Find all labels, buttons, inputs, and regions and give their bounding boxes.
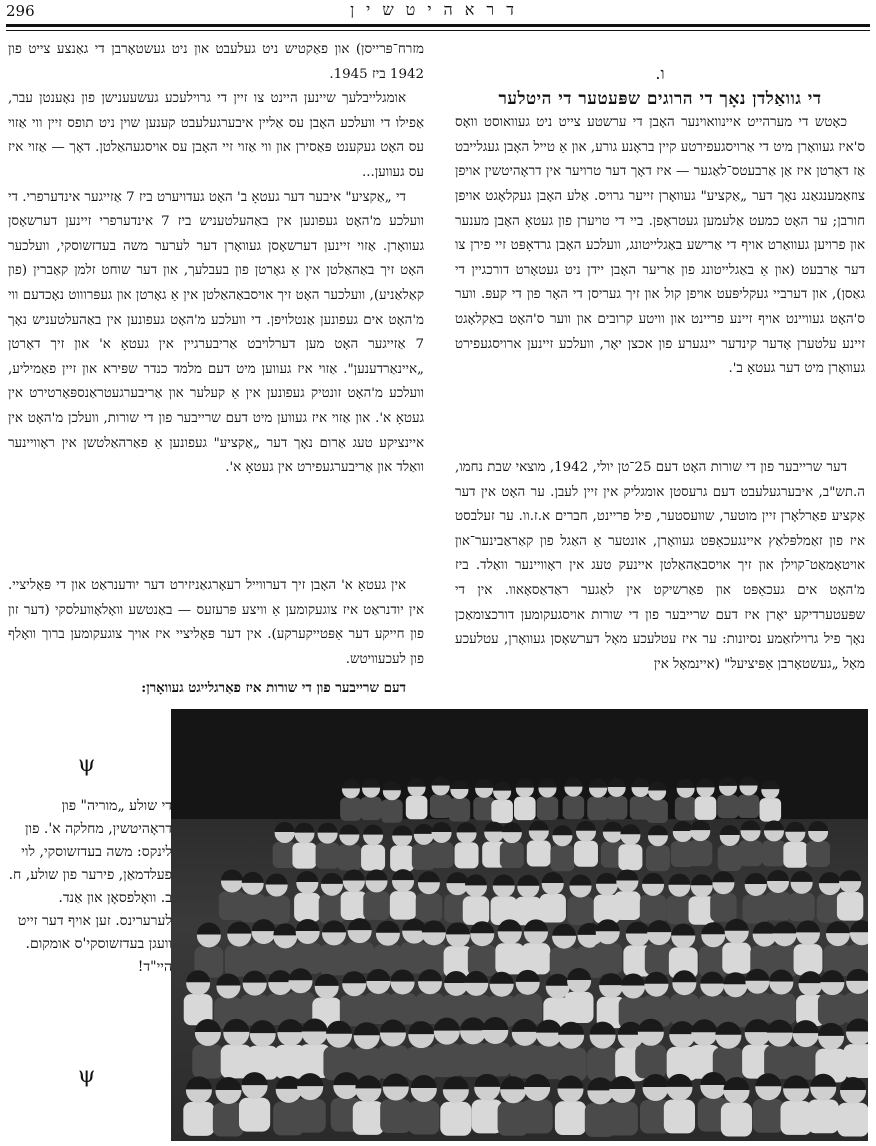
person-body (522, 943, 551, 974)
person-body (550, 845, 574, 871)
person-body (753, 1099, 784, 1133)
person-body (808, 1099, 839, 1133)
person-body (806, 841, 830, 867)
person-body (192, 1045, 223, 1079)
person-body (390, 891, 416, 920)
person-body (794, 944, 823, 975)
person-body (286, 992, 315, 1023)
running-title: דראהיטשין (350, 0, 526, 19)
person-body (765, 892, 791, 921)
person-body (500, 842, 524, 868)
paragraph: אין געטאָ א' האָבן זיך דערווייל רעאָרגאַניזירט דער יודענראַט און די פּאָליציי. אין יודנראַט איז צוגעקומען אַ וויצע פּרעזעס — באַנטשע וואָלאָוועלסקי (דער זון פון חייקע דער אַפּטייקערקע). אין דער פּאָליציי איז אויך צוגעקומען ברוך וואָלף פון לעכעוויטש. (8, 578, 424, 667)
person-body (781, 1101, 812, 1135)
person-body (292, 843, 316, 869)
person-body (574, 841, 598, 867)
person-body (670, 994, 699, 1025)
person-body (320, 944, 349, 975)
photo-illustration (171, 709, 868, 1141)
person-body (721, 1103, 752, 1137)
header-rule-thick (6, 24, 870, 27)
paragraph: מזרח־פּרייסן) און פאַקטיש ניט געלעבט און ניט געשטאָרבן די גאַנצע צייט פון 1942 ביז 1945. (8, 42, 424, 82)
person-body (646, 800, 668, 823)
person-body (587, 797, 609, 820)
paragraph: דעם שרייבער פון די שורות איז פאַרגלייגט געוואָרן: (141, 680, 406, 696)
person-body (818, 994, 847, 1025)
photo-caption: די שולע „מוריה" פון דראָהיטשין, מחלקה א'. פון לינקס: משה בעדזשוסקי, לוי פעלדמאַן, פירער פון שולע, ח. ב. וואָלפסאָן און אַנד. לערערינס. זען אויף דער זייט וועגן בעדזשוסקי'ס אומקום. היי"ד! (8, 798, 172, 975)
person-body (295, 1099, 326, 1133)
left-column-bottom (8, 574, 424, 672)
person-body (480, 1043, 511, 1077)
person-body (640, 895, 666, 924)
header-rule-thin (6, 30, 870, 31)
person-body (618, 844, 642, 870)
person-body (294, 893, 320, 922)
person-body (440, 1102, 471, 1136)
person-body (718, 845, 742, 871)
paragraph: די „אַקציע" איבער דער געטאָ ב' האָט געדויערט ביז 7 אַזייגער אינדערפרי. די וועלכע מ'האָט געפונען אין באַהעלטעניש ביז 7 אינדערפרי זיינען דערשאָסן געוואָרן. אַזוי זיינען דערשאָסן געוואָרן דער לערער משה בעדזשוסקי, וועלכער האָט זיך באַהאַלטן אין אַ גאָרטן פון בעבלעך, און דער שוחט זלמן קאַברין (פון קאַלאַניע), וועלכער האָט זיך אויסבאַהאַלטן אין אַ גאָרטן און געפּרוווט נאָכדעם ווי מ'האָט אים געפונען אַנטלויפן. די וועלכע מ'האָט געפונען אין באַהעלטעניש נאָך 7 אַזייגער האָט מען דערלויבט אַריבערגיין אין געטאָ א' און זיך דאָרטן „איינאַרדענען". אַזוי איז געווען מיט דעם מלמד כנדר שפּירא און זיין פאַמיליע, וועלכע מ'האָט זונטיק געפונען אין אַ קעלער און אַריבערגעטראַנספּאָרטירט אין געטאָ א'. און אַזוי איז געווען מיט דעם שרייבער פון די שורות, וועלכן מ'האָט אין איינציקע טעג אַרום נאָך דער „אַקציע" געפונען אַ פאַרהאַלטשן אין ראָוויינער וואַלד און אַריבערגעפירט אין געטאָ א'. (8, 189, 424, 476)
person-body (555, 1101, 586, 1135)
person-body (239, 1098, 270, 1132)
person-body (722, 943, 751, 974)
person-body (717, 795, 739, 818)
person-body (664, 1100, 695, 1134)
person-body (408, 1101, 439, 1135)
person-body (463, 896, 489, 925)
person-body (606, 796, 628, 819)
person-body (430, 795, 452, 818)
person-body (788, 893, 814, 922)
person-body (739, 840, 763, 866)
right-column (455, 62, 865, 382)
paragraph: דער שרייבער פון די שורות האָט דעם 25־טן יולי, 1942, מוצאי שבת נחמו, ה.תש"ב, איבערגעלעבט דעם גרעסטן אומגליק אין זיין לעבן. ער האָט אין דער אַקציע פאַרלאָרן זיין מוטער, שוועסטער, פיל פריינט, חברים א.ז.וו. ער זעלבסט איז פון זאַמלפּלאַץ איינגעכאַפּט געוואָרן, אונטער אַ האַגל פון קאַראַבינער־און אויטאָמאַט־קוילן און זיך אויסבאַהאַלטן איינעק טעג אין ראָוויינער וואַלד. ביז מ'האָט אים געכאַפּט און פאַרשיקט אין לאַגער ראַדאַסאָאוו. אין די שפּעטערדיקע יאָרן איז דעם שרייבער פון די שורות אויסגעקומען דורכצומאַכן נאָך פיל גרוילזאַמע נסיונות: ער איז עטלעכע מאָל דערשאָסן געוואָרן, עטלעכע מאָל „געשטאָרבן אַפּיציעל" (איינמאָל אין (455, 460, 865, 672)
person-body (340, 797, 362, 820)
person-body (646, 845, 670, 871)
person-body (380, 1099, 411, 1133)
person-body (390, 846, 414, 872)
person-body (468, 945, 497, 976)
person-body (587, 1047, 618, 1081)
section-number: ו. (655, 64, 665, 83)
person-body (565, 992, 594, 1023)
person-body (381, 799, 403, 822)
person-body (675, 797, 697, 820)
person-body (353, 1101, 384, 1135)
person-body (416, 893, 442, 922)
person-body (695, 797, 717, 820)
person-body (239, 894, 265, 923)
ornament-icon: ψ (78, 752, 96, 777)
person-body (607, 1102, 638, 1136)
group-photo (171, 709, 868, 1141)
person-body (540, 894, 566, 923)
right-column-bottom (455, 456, 865, 677)
page-number: 296 (6, 2, 35, 20)
person-body (491, 800, 513, 823)
person-body (449, 798, 471, 821)
paragraph: כאָטש די מערהייט איינוואוינער האָבן די ערשטע צייט ניט געוואוסט וואָס ס'איז געוואָרן מיט די אַרויסגעפירטע קיין בראָנע גורע, און אַ טייל האָבן געגלייבט אַז דאָרטן איז אַן אַרבעטס־לאַגער — איז דאָך דער טרויער אין דראָהיטשין אויפן צוזאַמענגאַנג נאָך דער „אַקציע" געוואָרן זייער גרויס. אַלע האָבן געקלאָגט אויפן חורבן; ער האָט כמעט אַלעמען געטראָפן. ביי די טויערן פון געטאָ האָבן מענער און פרויען געוואַרט אויף די אַרישע באַגלייטונג, וועלכע האָבן גרדאָפּט זיי פירן צו דער אַרבעט (און אַ באַגלייטונג פון אַריער האָבן יידן ניט געטאָרט דורכגיין די גאַסן), און דערביי געקליפּעט אויפן קול און זיך געריסן די האָר פון די קעפּ. ווער ס'האָט געוויינט אויף זיינע פריינט און וויטע קרובים און ווער ס'האָט באַקלאָגט זיינע עלטערן אָדער קינדער יינגערע פון אכצן יאָר, וועלכע זיינען ארויסגעפירט געוואָרן מיט דער געטאָ ב'. (455, 115, 865, 377)
person-body (710, 893, 736, 922)
person-body (593, 943, 622, 974)
person-body (360, 797, 382, 820)
left-column-last-line (8, 676, 424, 701)
person-body (688, 840, 712, 866)
person-body (537, 797, 559, 820)
person-body (527, 841, 551, 867)
person-body (563, 796, 585, 819)
person-body (762, 840, 786, 866)
person-body (635, 1045, 666, 1079)
person-body (843, 1044, 868, 1078)
person-body (522, 1100, 553, 1134)
person-body (341, 891, 367, 920)
person-body (495, 943, 524, 974)
person-body (345, 942, 374, 973)
left-column (8, 38, 424, 481)
person-body (337, 844, 361, 870)
person-body (316, 843, 340, 869)
person-body (759, 798, 781, 821)
person-body (783, 842, 807, 868)
person-body (361, 845, 385, 871)
person-body (363, 891, 389, 920)
person-body (837, 892, 863, 921)
person-body (614, 891, 640, 920)
person-body (183, 1102, 214, 1136)
person-body (567, 896, 593, 925)
paragraph: אומגלייבלעך שיינען היינט צו זיין די גרוילעכע געשעענישן פון נאָענטן עבר, אַפילו די וועלכע האָבן עס אַליין איבערגעלעבט קענען שוין ניט תופס זיין ווי אַזוי עס האָט געקענט פּאַסירן און ווי אַזוי זיי האָבן עס אויסגעהאַלטן. דאָך — אַזוי איז עס געווען... (8, 91, 424, 180)
person-body (514, 797, 536, 820)
ornament-icon: ψ (78, 1063, 96, 1088)
person-body (406, 796, 428, 819)
person-body (837, 1103, 868, 1137)
person-body (455, 842, 479, 868)
person-body (738, 795, 760, 818)
section-title: די גוואַלדן נאָך די הרוגים שפּעטער די היטלער (498, 88, 822, 109)
person-body (430, 842, 454, 868)
